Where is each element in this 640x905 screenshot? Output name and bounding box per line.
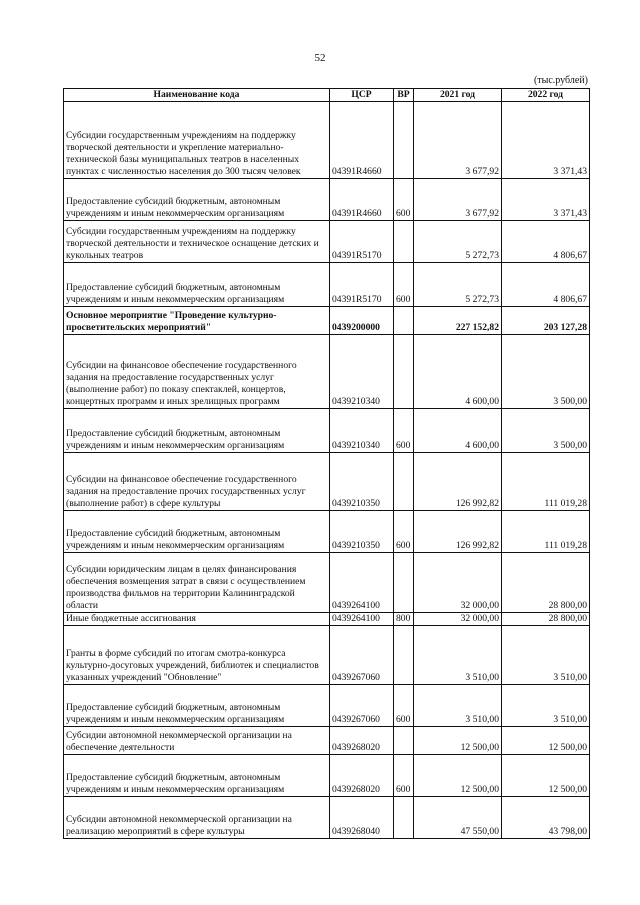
row-2021: 32 000,00 — [414, 613, 502, 626]
row-name: Субсидии автономной некоммерческой организации на реализацию мероприятий в сфере культуры — [64, 797, 330, 839]
table-row — [64, 453, 590, 511]
row-2021: 4 600,00 — [414, 335, 502, 409]
row-csr: 0439264100 — [330, 553, 394, 613]
row-2022: 4 806,67 — [502, 263, 590, 307]
table-row — [64, 102, 590, 179]
table-row — [64, 797, 590, 839]
row-csr: 04391R4660 — [330, 179, 394, 221]
row-2021: 32 000,00 — [414, 553, 502, 613]
row-2021: 3 677,92 — [414, 102, 502, 179]
row-2022: 3 500,00 — [502, 335, 590, 409]
row-name: Основное мероприятие "Проведение культурно-просветительских мероприятий" — [64, 307, 330, 335]
row-name: Предоставление субсидий бюджетным, автономным учреждениям и иным некоммерческим организациям — [64, 179, 330, 221]
row-2021: 3 677,92 — [414, 179, 502, 221]
header-vr: ВР — [394, 89, 414, 102]
row-vr: 600 — [394, 409, 414, 453]
row-2021: 3 510,00 — [414, 626, 502, 685]
row-2022: 3 500,00 — [502, 409, 590, 453]
page-number: 52 — [314, 52, 326, 64]
row-vr — [394, 221, 414, 263]
row-csr: 0439210340 — [330, 409, 394, 453]
row-csr: 0439267060 — [330, 626, 394, 685]
table-row — [64, 307, 590, 335]
row-csr: 0439210350 — [330, 511, 394, 553]
header-2021: 2021 год — [414, 89, 502, 102]
units-label: (тыс.рублей) — [533, 75, 588, 86]
row-vr: 600 — [394, 179, 414, 221]
table-row — [64, 626, 590, 685]
row-2022: 111 019,28 — [502, 511, 590, 553]
row-csr: 04391R5170 — [330, 263, 394, 307]
header-2022: 2022 год — [502, 89, 590, 102]
table-row — [64, 553, 590, 613]
row-csr: 0439210350 — [330, 453, 394, 511]
row-2021: 126 992,82 — [414, 453, 502, 511]
row-2021: 5 272,73 — [414, 263, 502, 307]
row-2022: 12 500,00 — [502, 727, 590, 755]
row-2022: 203 127,28 — [502, 307, 590, 335]
row-vr: 600 — [394, 685, 414, 727]
table-row — [64, 263, 590, 307]
row-csr: 04391R4660 — [330, 102, 394, 179]
row-csr: 0439267060 — [330, 685, 394, 727]
row-name: Субсидии автономной некоммерческой организации на обеспечение деятельности — [64, 727, 330, 755]
table-row — [64, 613, 590, 626]
table-row — [64, 221, 590, 263]
table-row — [64, 727, 590, 755]
row-vr — [394, 797, 414, 839]
row-2021: 126 992,82 — [414, 511, 502, 553]
row-vr: 800 — [394, 613, 414, 626]
row-2022: 3 371,43 — [502, 102, 590, 179]
row-name: Субсидии государственным учреждениям на поддержку творческой деятельности и техническое оснащение детских и кукольных театров — [64, 221, 330, 263]
row-vr — [394, 626, 414, 685]
row-2021: 12 500,00 — [414, 755, 502, 797]
row-csr: 0439264100 — [330, 613, 394, 626]
table-row — [64, 179, 590, 221]
row-csr: 0439268040 — [330, 797, 394, 839]
row-2021: 227 152,82 — [414, 307, 502, 335]
row-name: Иные бюджетные ассигнования — [64, 613, 330, 626]
row-2022: 3 371,43 — [502, 179, 590, 221]
row-vr: 600 — [394, 511, 414, 553]
row-vr — [394, 553, 414, 613]
table-row — [64, 335, 590, 409]
row-2022: 43 798,00 — [502, 797, 590, 839]
row-2022: 4 806,67 — [502, 221, 590, 263]
table-row — [64, 685, 590, 727]
row-name: Предоставление субсидий бюджетным, автономным учреждениям и иным некоммерческим организациям — [64, 685, 330, 727]
row-name: Субсидии на финансовое обеспечение государственного задания на предоставление прочих государственных услуг (выполнение работ) в сфере культуры — [64, 453, 330, 511]
row-name: Гранты в форме субсидий по итогам смотра-конкурса культурно-досуговых учреждений, библиотек и специалистов указанных учреждений "Обновление" — [64, 626, 330, 685]
row-name: Предоставление субсидий бюджетным, автономным учреждениям и иным некоммерческим организациям — [64, 263, 330, 307]
row-csr: 0439268020 — [330, 755, 394, 797]
row-2021: 3 510,00 — [414, 685, 502, 727]
row-name: Предоставление субсидий бюджетным, автономным учреждениям и иным некоммерческим организациям — [64, 755, 330, 797]
row-vr: 600 — [394, 755, 414, 797]
row-csr: 0439200000 — [330, 307, 394, 335]
row-2022: 3 510,00 — [502, 685, 590, 727]
row-vr — [394, 453, 414, 511]
row-vr: 600 — [394, 263, 414, 307]
row-2022: 12 500,00 — [502, 755, 590, 797]
row-2021: 5 272,73 — [414, 221, 502, 263]
table-row — [64, 511, 590, 553]
row-vr — [394, 102, 414, 179]
row-name: Субсидии государственным учреждениям на поддержку творческой деятельности и укрепление материально-технической базы муниципальных театров в населенных пунктах с численностью населения до 300 тысяч человек — [64, 102, 330, 179]
row-2022: 28 800,00 — [502, 553, 590, 613]
header-name: Наименование кода — [64, 89, 330, 102]
row-name: Предоставление субсидий бюджетным, автономным учреждениям и иным некоммерческим организациям — [64, 409, 330, 453]
budget-table — [63, 88, 590, 839]
table-row — [64, 755, 590, 797]
row-csr: 0439268020 — [330, 727, 394, 755]
row-csr: 0439210340 — [330, 335, 394, 409]
row-2021: 4 600,00 — [414, 409, 502, 453]
table-row — [64, 409, 590, 453]
row-2022: 28 800,00 — [502, 613, 590, 626]
row-name: Субсидии на финансовое обеспечение государственного задания на предоставление государственных услуг (выполнение работ) по показу спектаклей, концертов, концертных программ и иных зрелищных программ — [64, 335, 330, 409]
row-name: Субсидии юридическим лицам в целях финансирования обеспечения возмещения затрат в связи с осуществлением производства фильмов на территории Калининградской области — [64, 553, 330, 613]
row-2022: 3 510,00 — [502, 626, 590, 685]
row-vr — [394, 307, 414, 335]
row-vr — [394, 727, 414, 755]
row-2022: 111 019,28 — [502, 453, 590, 511]
row-2021: 12 500,00 — [414, 727, 502, 755]
table-header-row — [64, 89, 590, 102]
row-2021: 47 550,00 — [414, 797, 502, 839]
row-name: Предоставление субсидий бюджетным, автономным учреждениям и иным некоммерческим организациям — [64, 511, 330, 553]
row-csr: 04391R5170 — [330, 221, 394, 263]
header-csr: ЦСР — [330, 89, 394, 102]
row-vr — [394, 335, 414, 409]
